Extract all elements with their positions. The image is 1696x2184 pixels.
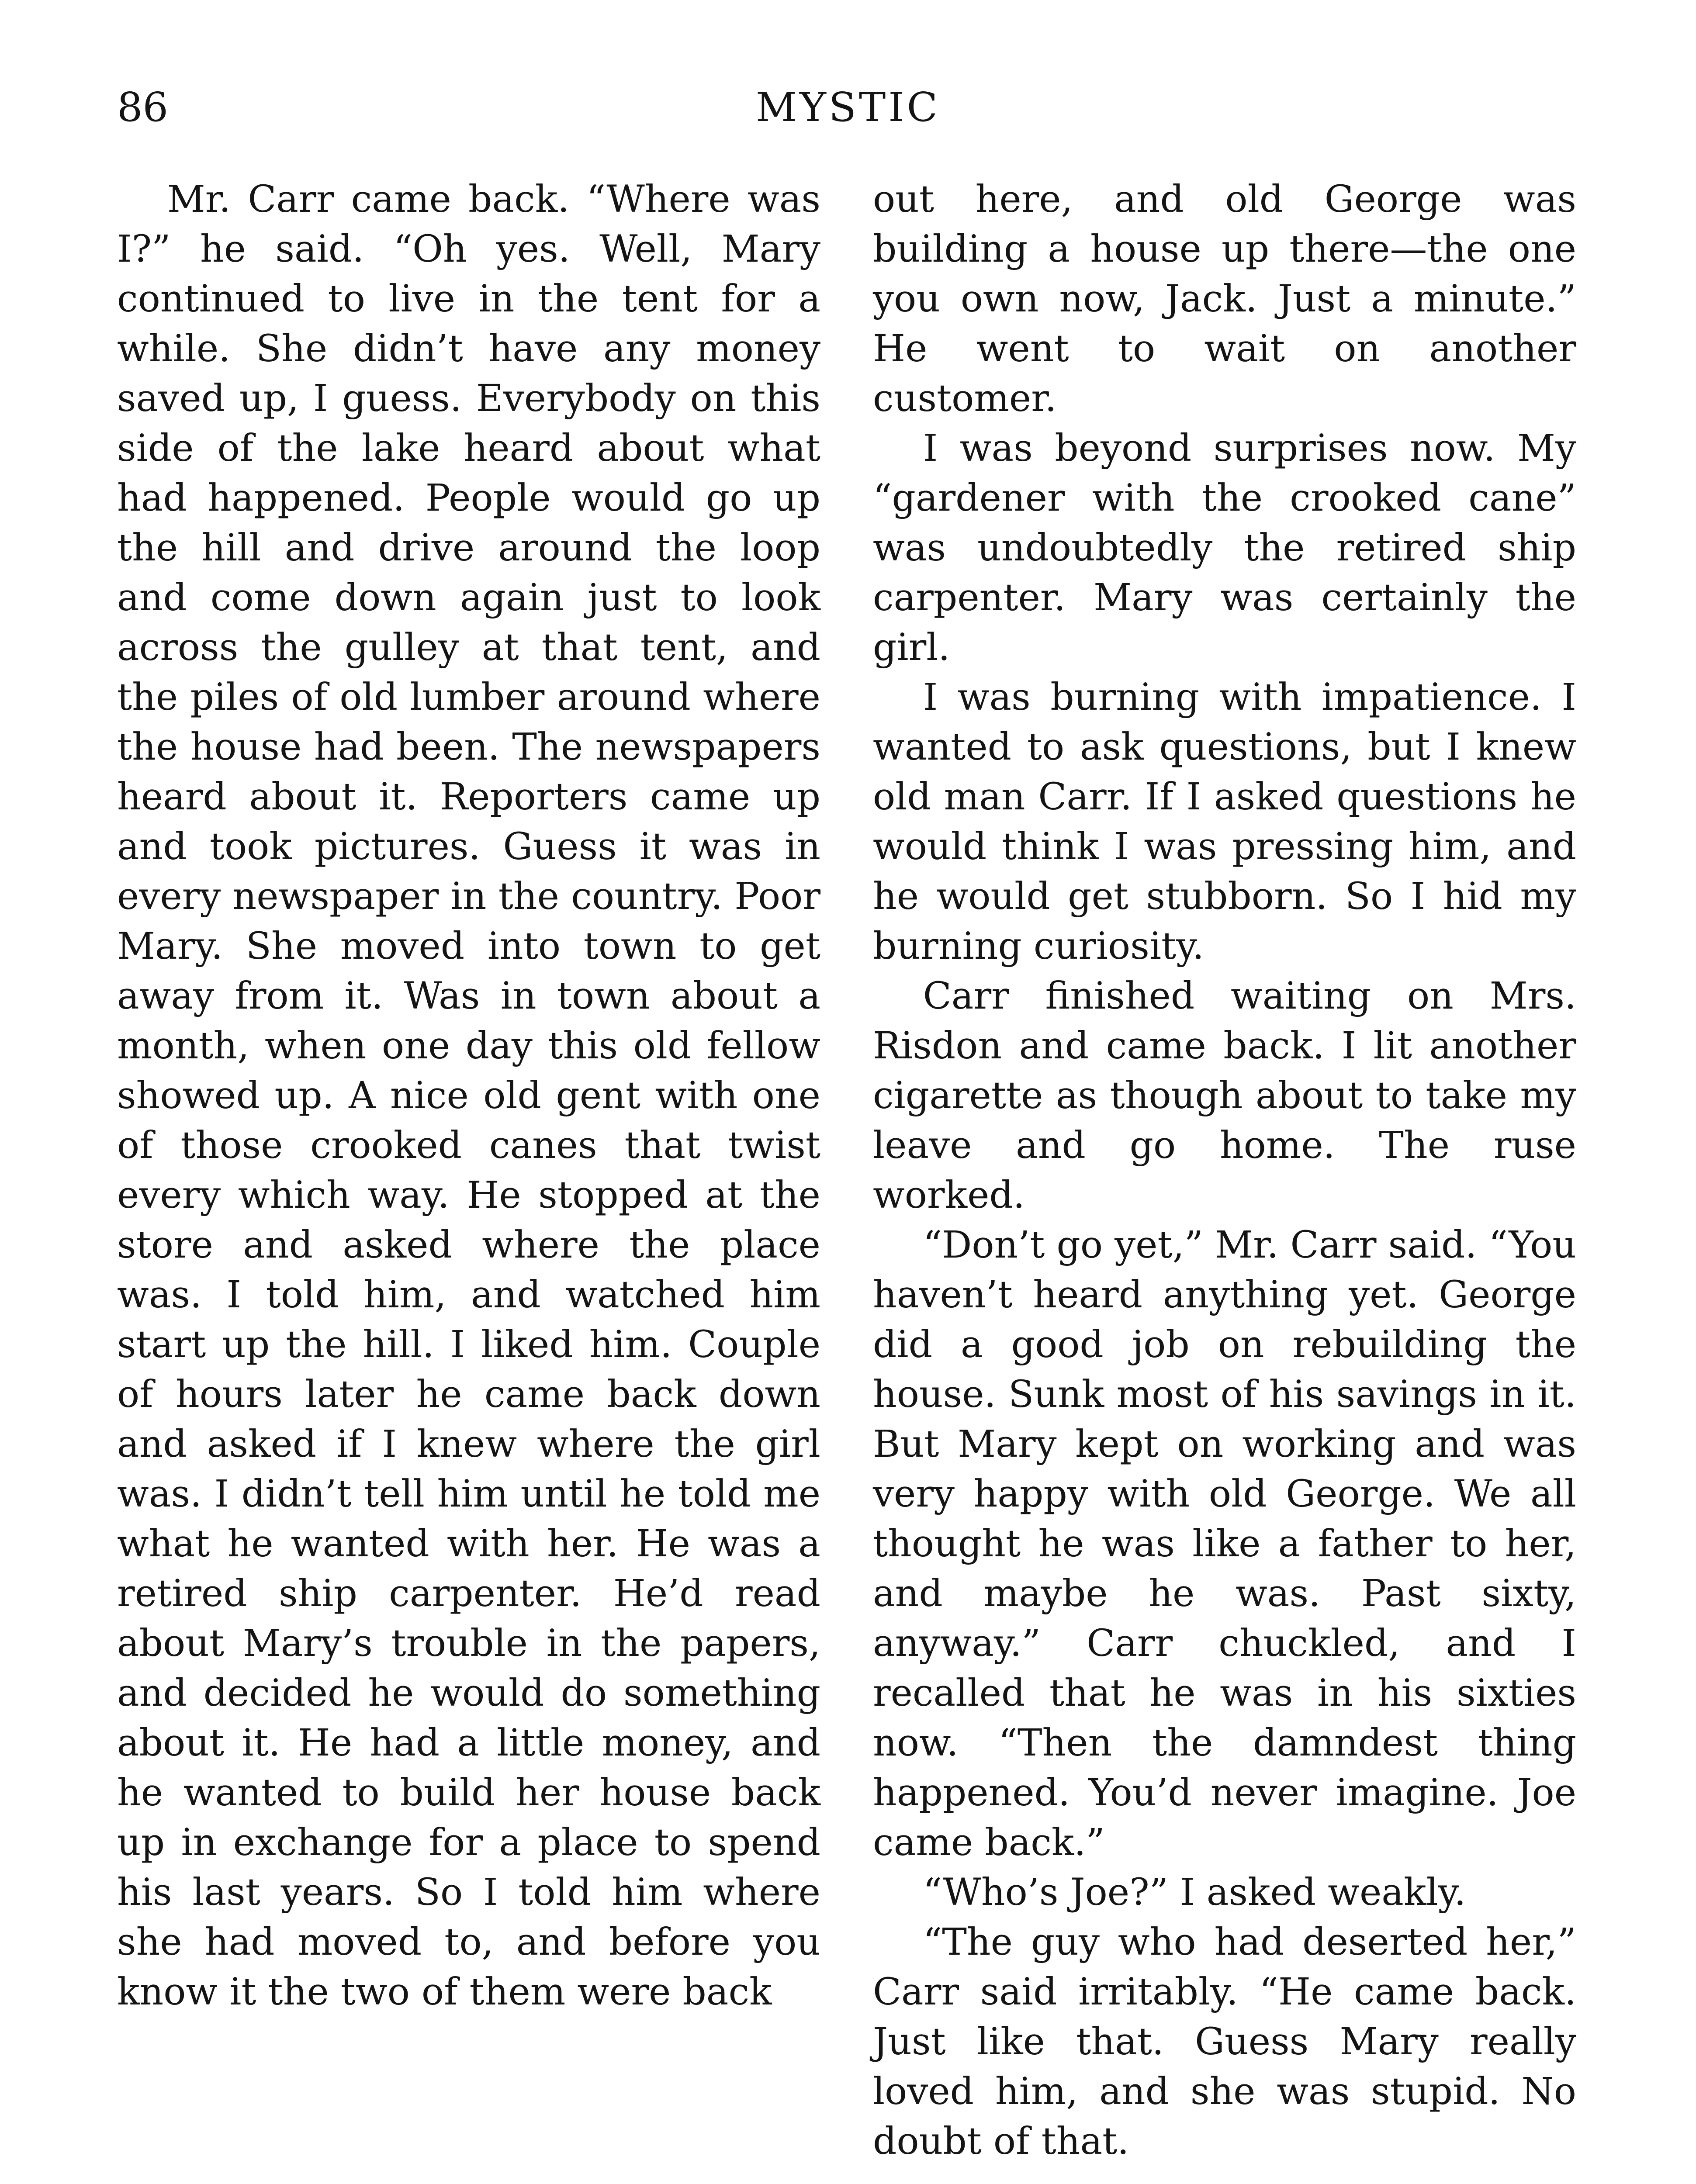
right-text-column [873,175,1576,2167]
paragraph: Carr finished waiting on Mrs. Risdon and came back. I lit another cigarette as though about to take my leave and go home. The ruse worked. [873,975,1576,1217]
paragraph: I was burning with impatience. I wanted to ask questions, but I knew old man Carr. If I asked questions he would think I was pressing him, and he would get stubborn. So I hid my burning curiosity. [873,676,1576,968]
running-head-title: MYSTIC [755,84,941,131]
paragraph: “Who’s Joe?” I asked weakly. [923,1871,1466,1914]
paragraph-continuation: out here, and old George was building a house up there—the one you own now, Jack. Just a minute.” He went to wait on another customer. [873,178,1576,420]
paragraph: “The guy who had deserted her,” Carr said irritably. “He came back. Just like that. Guess Mary really loved him, and she was stupid. No doubt of that. [873,1921,1576,2163]
left-text-column [117,175,820,2017]
page-number: 86 [117,84,169,131]
paragraph: Mr. Carr came back. “Where was I?” he said. “Oh yes. Well, Mary continued to live in the tent for a while. She didn’t have any money saved up, I guess. Everybody on this side of the lake heard about what had happened. People would go up the hill and drive around the loop and come down again just to look across the gulley at that tent, and the piles of old lumber around where the house had been. The newspapers heard about it. Reporters came up and took pictures. Guess it was in every newspaper in the country. Poor Mary. She moved into town to get away from it. Was in town about a month, when one day this old fellow showed up. A nice old gent with one of those crooked canes that twist every which way. He stopped at the store and asked where the place was. I told him, and watched him start up the hill. I liked him. Couple of hours later he came back down and asked if I knew where the girl was. I didn’t tell him until he told me what he wanted with her. He was a retired ship carpenter. He’d read about Mary’s trouble in the papers, and decided he would do something about it. He had a little money, and he wanted to build her house back up in exchange for a place to spend his last years. So I told him where she had moved to, and before you know it the two of them were back [117,178,820,2014]
paragraph: “Don’t go yet,” Mr. Carr said. “You haven’t heard anything yet. George did a good job on rebuilding the house. Sunk most of his savings in it. But Mary kept on working and was very happy with old George. We all thought he was like a father to her, and maybe he was. Past sixty, anyway.” Carr chuckled, and I recalled that he was in his sixties now. “Then the damndest thing happened. You’d never imagine. Joe came back.” [873,1223,1576,1864]
paragraph: I was beyond surprises now. My “gardener with the crooked cane” was undoubtedly the retired ship carpenter. Mary was certainly the girl. [873,427,1576,669]
